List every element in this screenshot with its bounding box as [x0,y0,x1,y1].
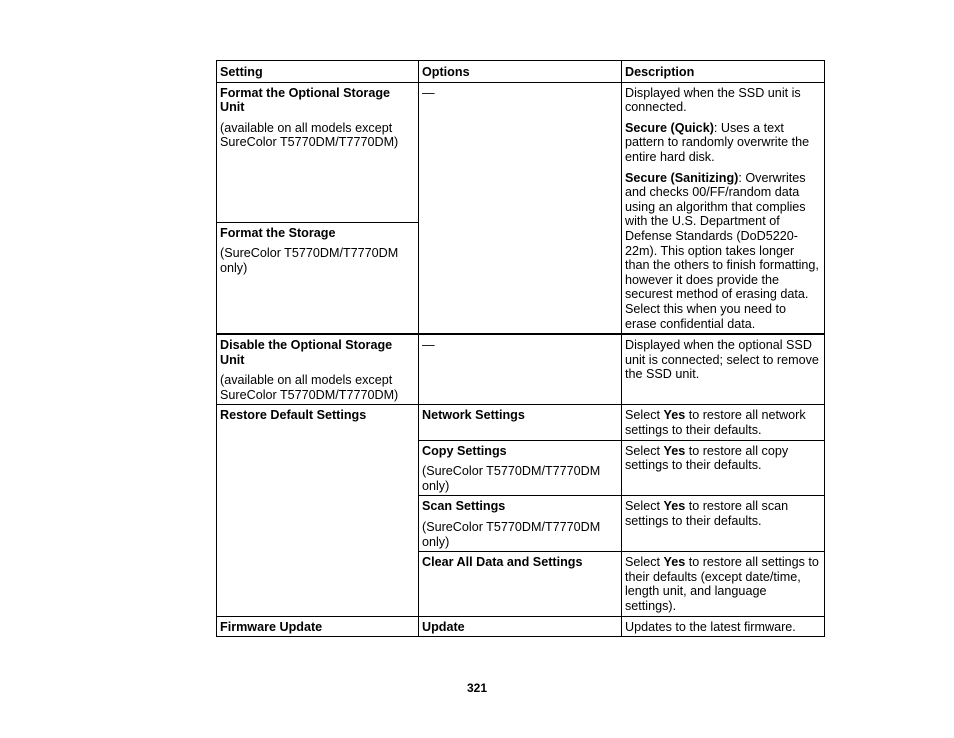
format-desc-quick [625,121,821,165]
options-cell [419,552,622,616]
options-cell [419,496,622,552]
sanitizing-label: Secure (Sanitizing) [625,170,739,185]
table-row [217,334,825,405]
format-desc-sanitizing [625,171,821,332]
restore-description [625,555,821,613]
setting-title: Firmware Update [220,619,323,634]
desc-text: to restore all settings to their defaults (except date/time, length unit, and language settings). [625,555,819,613]
setting-title: Format the Optional Storage Unit [220,85,391,115]
header-options: Options [419,61,622,83]
table-header-row [217,61,825,83]
option-dash: — [422,338,435,353]
desc-yes: Yes [663,499,686,514]
desc-yes: Yes [663,443,686,458]
desc-text: Select [625,499,664,514]
setting-cell [217,82,419,222]
page-number: 321 [466,681,488,695]
option-label: Network Settings [422,408,525,423]
table-row [217,405,825,440]
description-cell [622,496,825,552]
setting-cell [217,334,419,405]
quick-label: Secure (Quick) [625,120,714,135]
restore-description [625,408,821,437]
options-cell [419,440,622,496]
setting-title: Format the Storage [220,225,336,240]
desc-yes: Yes [663,408,686,423]
option-label: Scan Settings [422,499,506,514]
desc-text: Select [625,408,664,423]
table-row [217,616,825,637]
option-label: Copy Settings [422,443,507,458]
setting-note: (SureColor T5770DM/T7770DM only) [220,246,399,275]
firmware-description: Updates to the latest firmware. [625,619,796,634]
option-note: (SureColor T5770DM/T7770DM only) [422,464,601,493]
description-cell [622,82,825,334]
desc-yes: Yes [663,555,686,570]
setting-note: (available on all models except SureColor T5770DM/T7770DM) [220,120,399,150]
desc-text: to restore all network settings to their defaults. [625,408,806,438]
option-label: Clear All Data and Settings [422,555,583,570]
options-cell [419,82,622,334]
options-cell [419,334,622,405]
setting-cell [217,405,419,616]
description-cell [622,440,825,496]
quick-text: : Uses a text pattern to randomly overwrite the entire hard disk. [625,120,810,164]
header-setting: Setting [217,61,419,83]
desc-text: to restore all scan settings to their defaults. [625,499,789,529]
desc-text: Select [625,443,664,458]
desc-text: Select [625,555,664,570]
format-desc-intro: Displayed when the SSD unit is connected. [625,85,801,115]
header-description: Description [622,61,825,83]
table-row [217,82,825,222]
option-label: Update [422,619,465,634]
description-cell [622,334,825,405]
setting-note: (available on all models except SureColor T5770DM/T7770DM) [220,373,399,402]
restore-description [625,499,821,528]
setting-cell [217,222,419,334]
description-cell [622,552,825,616]
description-cell [622,405,825,440]
option-dash: — [422,85,435,100]
options-cell [419,405,622,440]
options-cell [419,616,622,637]
sanitizing-text: : Overwrites and checks 00/FF/random data using an algorithm that complies with the U.S. Department of Defense Standards (DoD5220-22m). This option takes longer than the others to finish formatting, however it does provide the securest method of erasing data. Select this when you need to erase confidential data. [625,170,819,331]
settings-table [216,60,825,637]
setting-cell [217,616,419,637]
option-note: (SureColor T5770DM/T7770DM only) [422,520,601,549]
setting-title: Disable the Optional Storage Unit [220,338,393,367]
restore-description [625,444,821,473]
description-cell [622,616,825,637]
desc-text: to restore all copy settings to their defaults. [625,443,789,473]
setting-title: Restore Default Settings [220,408,367,423]
disable-description: Displayed when the optional SSD unit is connected; select to remove the SSD unit. [625,338,819,382]
